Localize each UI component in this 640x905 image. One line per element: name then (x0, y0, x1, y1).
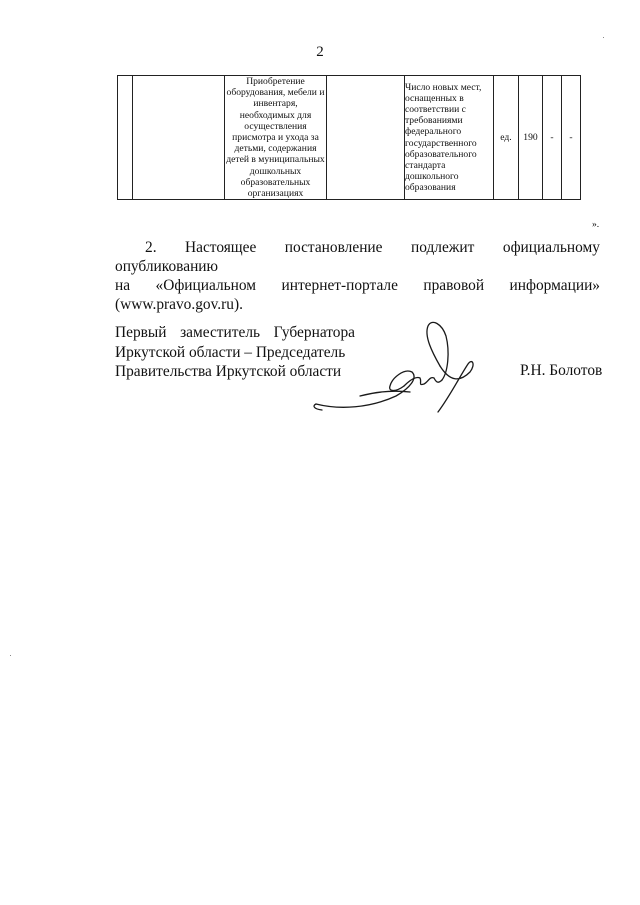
publication-paragraph (115, 238, 600, 314)
paragraph-line-2: на «Официальном интернет-портале правовой информации» (115, 277, 600, 294)
table-cell-program (133, 76, 225, 200)
table-closing-quote: ». (592, 219, 600, 230)
table-cell-indicator: Число новых мест, оснащенных в соответствии с требованиями федерального государственного образовательного стандарта дошкольного образования (405, 76, 494, 200)
table-cell-unit: ед. (494, 76, 519, 200)
table-cell-measure: Приобретение оборудования, мебели и инвентаря, необходимых для осуществления присмотра и ухода за детьми, содержания детей в муниципальных дошкольных образовательных организациях (226, 76, 325, 200)
scan-speck (10, 655, 11, 656)
table-cell-number (118, 76, 133, 200)
table-cell-dash-1: - (543, 76, 562, 200)
handwritten-signature (300, 312, 490, 422)
signatory-title-line-1: Первый заместитель Губернатора (115, 324, 355, 341)
signatory-name: Р.Н. Болотов (520, 362, 603, 379)
scan-speck (603, 37, 604, 38)
table-cell-value: 190 (519, 76, 543, 200)
signatory-title-line-3: Правительства Иркутской области (115, 363, 342, 380)
page-number: 2 (316, 44, 324, 60)
table-cell-dash-2: - (562, 76, 581, 200)
signatory-title-line-2: Иркутской области – Председатель (115, 343, 346, 361)
table-cell-executor (327, 76, 405, 200)
table-row (118, 76, 581, 200)
measures-table (117, 75, 581, 200)
paragraph-line-1: 2. Настоящее постановление подлежит официальному опубликованию (115, 239, 600, 275)
paragraph-line-3: (www.pravo.gov.ru). (115, 296, 243, 313)
